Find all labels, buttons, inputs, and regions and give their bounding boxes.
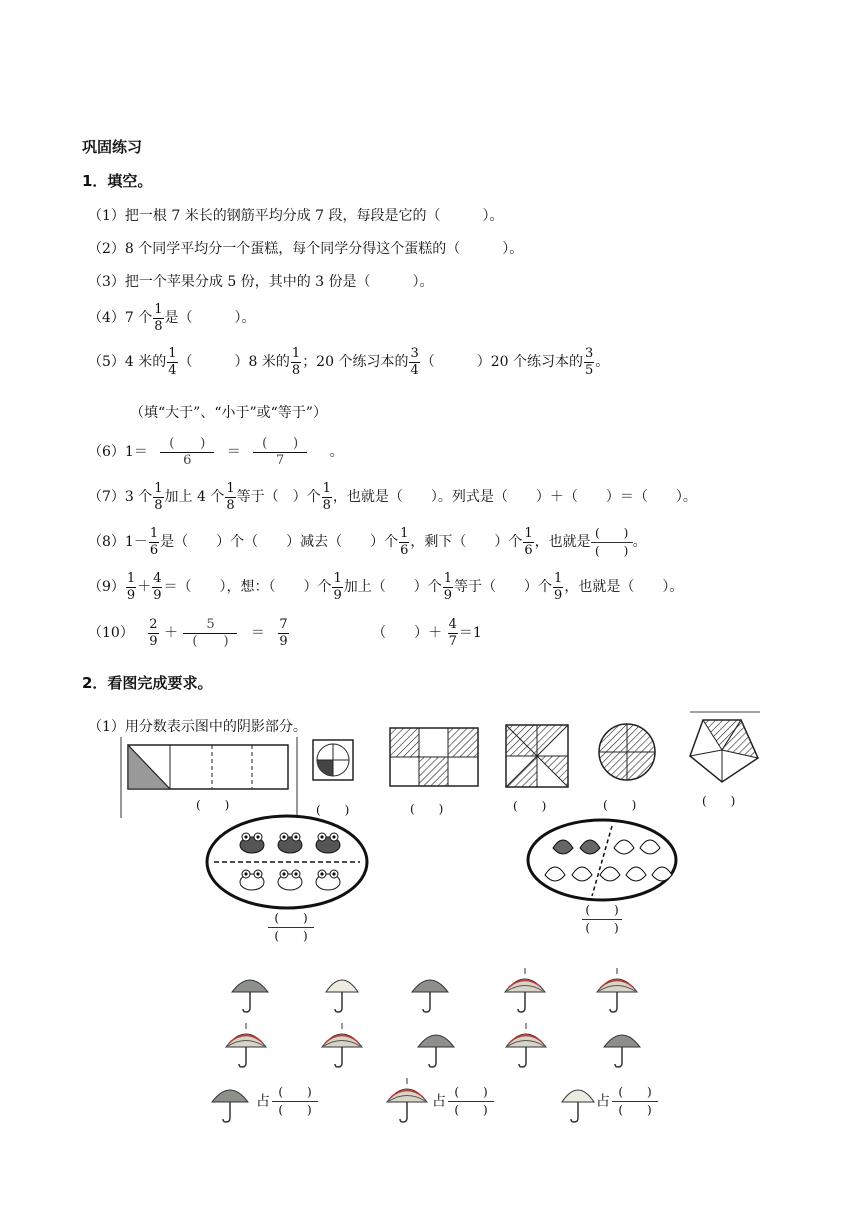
q1-item-6: （6）1＝ $\frac{( )}{6}$ ＝ $\frac{( )}{7}$ 。 bbox=[88, 435, 344, 468]
answer-blank[interactable]: ( ) bbox=[316, 803, 350, 817]
figure-peaches bbox=[528, 820, 676, 900]
q2-title: 2．看图完成要求。 bbox=[82, 674, 213, 692]
peaches-answer[interactable]: ( ) ( ) bbox=[582, 904, 622, 935]
q1-item-10: （10） $\frac{2}{9}$ ＋ $\frac{5}{( )}$ ＝ $\frac{7}{9}$ （ ）＋ $\frac{4}{7}$ ＝1 bbox=[88, 616, 482, 649]
q1-item-3: （3）把一个苹果分成 5 份，其中的 3 份是（ ）。 bbox=[88, 274, 434, 290]
umbrella-dark-answer[interactable]: 占 $\frac{( )}{( )}$ bbox=[256, 1086, 318, 1117]
q1-item-5-note: （填“大于”、“小于”或“等于”） bbox=[130, 405, 327, 421]
frogs-answer[interactable]: ( ) ( ) bbox=[268, 912, 314, 943]
blank-fraction[interactable]: $\frac{( )}{( )}$ bbox=[591, 527, 633, 558]
figure-circle-hatch bbox=[599, 724, 655, 780]
figure-pentagon bbox=[690, 712, 760, 782]
q1-title: 1．填空。 bbox=[82, 172, 153, 190]
q2-sub1: （1）用分数表示图中的阴影部分。 bbox=[88, 719, 307, 735]
q1-item-4: （4）7 个 $\frac{1}{8}$ 是（ ）。 bbox=[88, 301, 256, 334]
fraction: $\frac{1}{8}$ bbox=[154, 301, 163, 334]
answer-blank[interactable]: ( ) bbox=[513, 799, 547, 813]
figure-grid-hatch bbox=[390, 728, 478, 786]
q1-item-9: （9） $\frac{1}{9}$ ＋ $\frac{4}{9}$ ＝（ ），想：（ ）个 $\frac{1}{9}$ 加上（ ）个 $\frac{1}{9}$ 等于（ ）个 $\frac{1}{9}$ ，也就是（ ）。 bbox=[88, 570, 684, 603]
q1-item-1: （1）把一根 7 米长的钢筋平均分成 7 段，每段是它的（ ）。 bbox=[88, 208, 504, 224]
umbrella-light-answer[interactable]: 占 $\frac{( )}{( )}$ bbox=[596, 1086, 658, 1117]
figure-square-circle bbox=[313, 740, 353, 780]
answer-blank[interactable]: ( ) bbox=[410, 802, 444, 816]
answer-blank[interactable]: ( ) bbox=[196, 798, 230, 812]
section-title: 巩固练习 bbox=[82, 138, 143, 156]
q1-item-7: （7）3 个 $\frac{1}{8}$ 加上 4 个 $\frac{1}{8}$ 等于（ ）个 $\frac{1}{8}$ ，也就是（ ）。列式是（ ）＋（ ）＝（ ）。 bbox=[88, 480, 697, 513]
figure-square-triangles bbox=[506, 725, 568, 787]
answer-blank[interactable]: ( ) bbox=[603, 798, 637, 812]
q1-item-2: （2）8 个同学平均分一个蛋糕，每个同学分得这个蛋糕的（ ）。 bbox=[88, 241, 524, 257]
q1-item-5: （5）4 米的 $\frac{1}{4}$ （ ）8 米的 $\frac{1}{8}$ ；20 个练习本的 $\frac{3}{4}$ （ ）20 个练习本的 $\frac{3}{5}$ 。 bbox=[88, 345, 610, 378]
umbrella-stripe-answer[interactable]: 占 $\frac{( )}{( )}$ bbox=[432, 1086, 494, 1117]
figure-frogs bbox=[207, 816, 367, 908]
answer-blank[interactable]: ( ) bbox=[702, 794, 736, 808]
q1-item-8: （8）1－ $\frac{1}{6}$ 是（ ）个（ ）减去（ ）个 $\frac{1}{6}$ ，剩下（ ）个 $\frac{1}{6}$ ，也就是 $\frac{( )}{( )}$ 。 bbox=[88, 525, 647, 558]
